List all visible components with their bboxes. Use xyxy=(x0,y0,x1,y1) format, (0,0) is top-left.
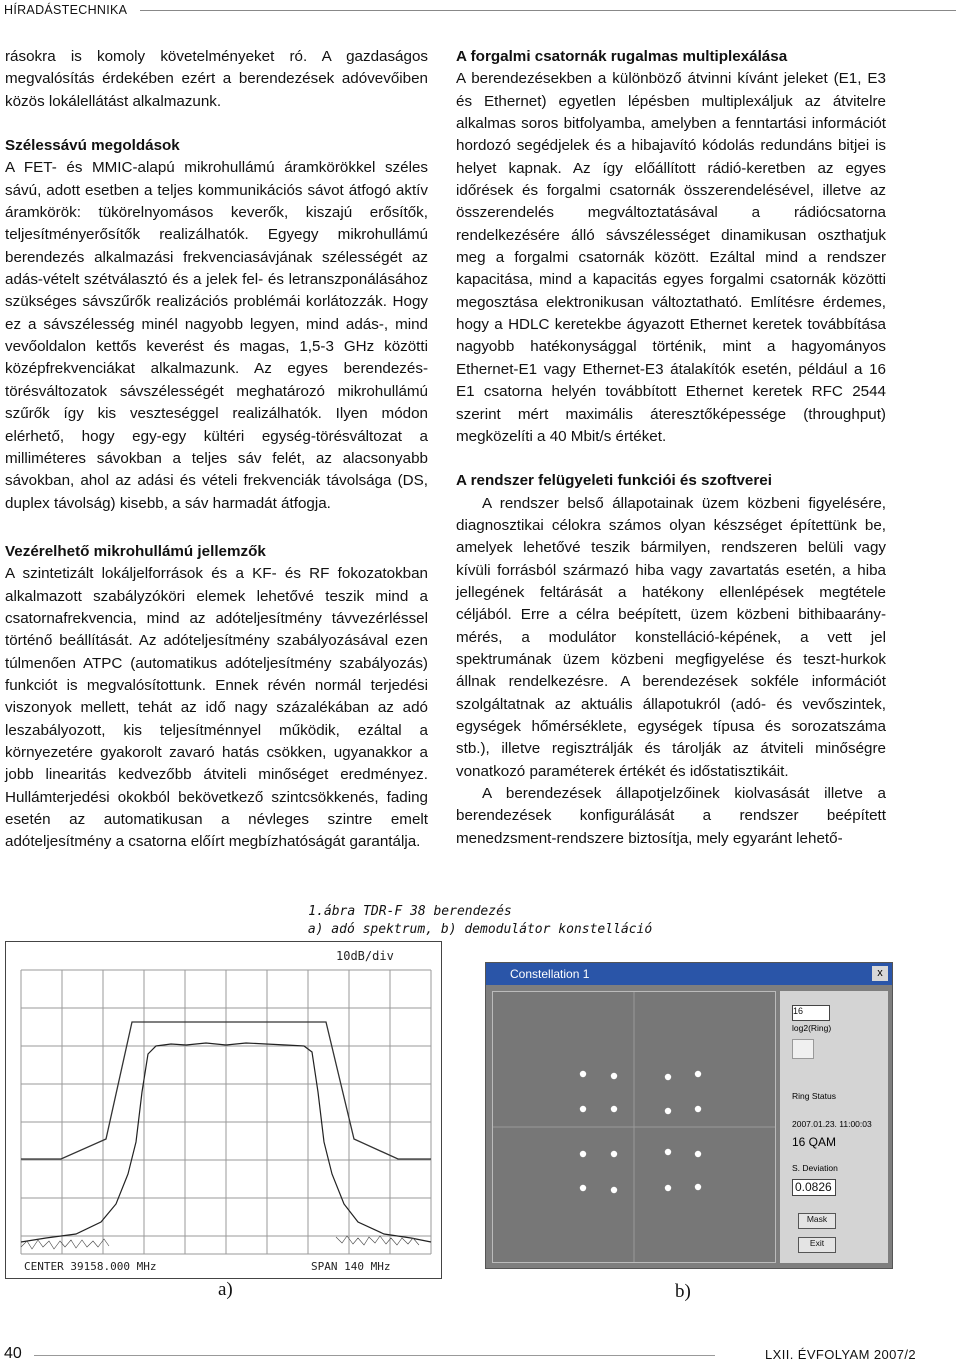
heading-controllable: Vezérelhető mikrohullámú jellemzők xyxy=(5,542,266,560)
heading-multiplexing: A forgalmi csatornák rugalmas multiplexálása xyxy=(456,48,788,65)
point-16 xyxy=(695,1184,701,1190)
timestamp: 2007.01.23. 11:00:03 xyxy=(792,1119,872,1129)
window-titlebar xyxy=(486,963,892,985)
right-column xyxy=(456,46,886,850)
caption-line-1: 1.ábra TDR-F 38 berendezés xyxy=(308,904,512,919)
point-12 xyxy=(695,1151,701,1157)
point-8 xyxy=(695,1106,701,1112)
point-10 xyxy=(611,1151,617,1157)
point-11 xyxy=(665,1149,671,1155)
paragraph-controllable: A szintetizált lokáljelforrások és a KF- és RF fokozatokban alkalmazott szabályzóköri elemek lehetővé teszik mind a csatornafrekvencia, mind az adóteljesítmény távvezérléssel történő beállítását. Az adóteljesítmény szabályozásával ezen túlmenően ATPC (automatikus adóteljesítmény szabályozás) funkciót is megvalósítottunk. Ennek révén normál terjedési viszonyok mellett, tehát az idő nagy százalékában az adó leszabályozott, kis teljesítménnyel működik, ezáltal a környezetére gyakorolt zavaró hatás csökken, ugyanakkor a jobb linearitás kedvezőbb átviteli minőséget eredményez. Hullámterjedési okokból bekövetkező szintcsökkenés, fading esetén az automatikusan a névleges szintre emelt adóteljesítmény a csatorna előírt megbízhatóságát garantálja. xyxy=(5,565,428,851)
paragraph-wideband: A FET- és MMIC-alapú mikrohullámú áramkörökkel széles sávú, adott esetben a teljes kommunikációs sávot átfogó aktív áramkörök: tükörelnyomásos keverők, kiszajú erősítők, teljesítményerősítők realizálhatók. Egyegy mikrohullámú berendezés alkalmazási frekvenciasávjának szélességét az adás-vételt szétválasztó és a jelek fel- és letranszponálásához szükséges sávszűrők realizációs problémái korlátozzák. Hogy ez a sávszélesség minél nagyobb legyen, mind adás-, mind vevőoldalon kettős keverést és magas, 1,5-3 GHz közötti középfrekvenciákat alkalmazunk. Az egyes berendezés-törésváltozatok sávszélességét meghatározó mikrohullámú szűrők így kis veszteséggel realizálhatók. Ilyen módon elérhető, hogy egy-egy kültéri egység-törésváltozat a milliméteres sávokban a teljes sáv felét, az alacsonyabb sávokban, ahol az adási és vételi frekvenciák távolsága (DS, duplex távolság) kisebb, a sáv harmadát átfogja. xyxy=(5,159,428,512)
footer-rule xyxy=(34,1355,715,1356)
point-1 xyxy=(580,1071,586,1077)
point-6 xyxy=(611,1106,617,1112)
point-15 xyxy=(665,1185,671,1191)
heading-supervision: A rendszer felügyeleti funkciói és szoftverei xyxy=(456,472,772,490)
ring-input[interactable]: 16 xyxy=(792,1005,830,1021)
spectrum-noise xyxy=(21,1236,419,1249)
point-14 xyxy=(611,1187,617,1193)
spectrum-center-label: CENTER 39158.000 MHz xyxy=(24,1260,157,1273)
constellation-side-panel xyxy=(780,991,888,1263)
spectrum-scale-label: 10dB/div xyxy=(336,949,394,963)
volume-label: LXII. ÉVFOLYAM 2007/2 xyxy=(765,1347,916,1362)
mask-button[interactable]: Mask xyxy=(798,1213,836,1229)
point-7 xyxy=(665,1108,671,1114)
point-3 xyxy=(665,1074,671,1080)
heading-wideband: Szélessávú megoldások xyxy=(5,137,180,155)
point-13 xyxy=(580,1185,586,1191)
point-4 xyxy=(695,1071,701,1077)
intro-paragraph: rásokra is komoly követelményeket ró. A gazdaságos megvalósítás érdekében ezért a berendezések adóvevőiben közös lokálellátást alkalmazunk. xyxy=(5,48,428,110)
paragraph-multiplexing: A berendezésekben a különböző átvinni kívánt jeleket (E1, E3 és Ethernet) egyetlen lépésben multiplexáljuk az átvitelre alkalmas soros bitfolyamba, amelyben a fenntartási információt hordozó segédjelek és a hibajavító kódolás redundáns bitjei is helyet kapnak. Az így előállított rádió-keretben az egyes időrések és forgalmi csatornák összerendelésével, illetve az összerendelés megváltoztatásával a rádiócsatorna rendelkezésére álló sávszélességet dinamikusan oszthatjuk meg a forgalmi csatornák között. Ezáltal mind a rendszer kapacitása, mind a kapacitás egyes forgalmi csatornák közötti megosztása elektronikusan változtatható. Említésre érdemes, hogy a HDLC keretekbe ágyazott Ethernet keretek továbbítása nagyobb hatékonysággal történik, mint a hagyományos Ethernet-E1 vagy Ethernet-E3 átalakítók esetén, például a 16 E1 csatorna helyén továbbított Ethernet keretek RFC 2544 szerint mért maximális áteresztőképessége (throughput) megközelíti a 40 Mbit/s értéket. xyxy=(456,70,886,445)
constellation-svg xyxy=(493,992,775,1262)
paragraph-management: A berendezések állapotjelzőinek kiolvasását illetve a berendezések konfigurálását a rendszer beépített menedzsment-rendszere biztosítja, mely egyaránt lehető- xyxy=(456,785,886,847)
page-number: 40 xyxy=(4,1345,22,1362)
spectrum-grid xyxy=(21,970,431,1254)
constellation-window xyxy=(485,962,893,1269)
page-footer xyxy=(0,1344,960,1364)
constellation-points xyxy=(580,1071,701,1193)
figure-label-a: a) xyxy=(218,1279,233,1300)
modulation-mode: 16 QAM xyxy=(792,1135,837,1149)
page-header xyxy=(0,0,960,22)
close-button[interactable]: x xyxy=(872,966,888,981)
window-title: Constellation 1 xyxy=(510,967,590,981)
deviation-label: S. Deviation xyxy=(792,1163,838,1173)
header-rule xyxy=(140,10,956,11)
section-title: HÍRADÁSTECHNIKA xyxy=(4,3,128,17)
ring-label: log2(Ring) xyxy=(792,1023,832,1033)
spectrum-plot xyxy=(6,942,441,1278)
spectrum-span-label: SPAN 140 MHz xyxy=(311,1260,391,1273)
ring-status-label: Ring Status xyxy=(792,1091,836,1101)
paragraph-supervision: A rendszer belső állapotainak üzem közbeni figyelésére, diagnosztikai célokra számos olyan készséget építettünk be, amelyek lehetővé teszik bármilyen, rendszeren belüli vagy kívüli forrásból származó hiba vagy zavartatás esetén, a hiba jellegének feltárását a hatékony ellenlépések megtétele céljából. Erre a célra beépített, üzem közbeni bithibaarány-mérés, a modulátor konstelláció-képének, a vett jel spektrumának üzem közbeni megfigyelése és teszt-hurkok állnak rendelkezésre. A berendezések sokféle információt szolgáltatnak az aktuális állapotukról (adó- és vevőszintek, egységek hőmérséklete, egységek típusa és sorozatszáma stb.), illetve regisztrálják és tárolják az átviteli minőségre vonatkozó paraméterek értékét és időstatisztikáit. xyxy=(456,494,886,780)
constellation-plot xyxy=(492,991,776,1263)
left-column xyxy=(5,46,428,854)
exit-button[interactable]: Exit xyxy=(798,1237,836,1253)
spectrum-figure xyxy=(5,941,442,1279)
point-5 xyxy=(580,1106,586,1112)
point-9 xyxy=(580,1151,586,1157)
ring-status-indicator xyxy=(792,1039,814,1059)
caption-line-2: a) adó spektrum, b) demodulátor konstelláció xyxy=(307,922,653,937)
figure-caption xyxy=(0,903,960,939)
point-2 xyxy=(611,1073,617,1079)
deviation-value: 0.0826 xyxy=(792,1179,836,1196)
figure-label-b: b) xyxy=(675,1281,691,1302)
